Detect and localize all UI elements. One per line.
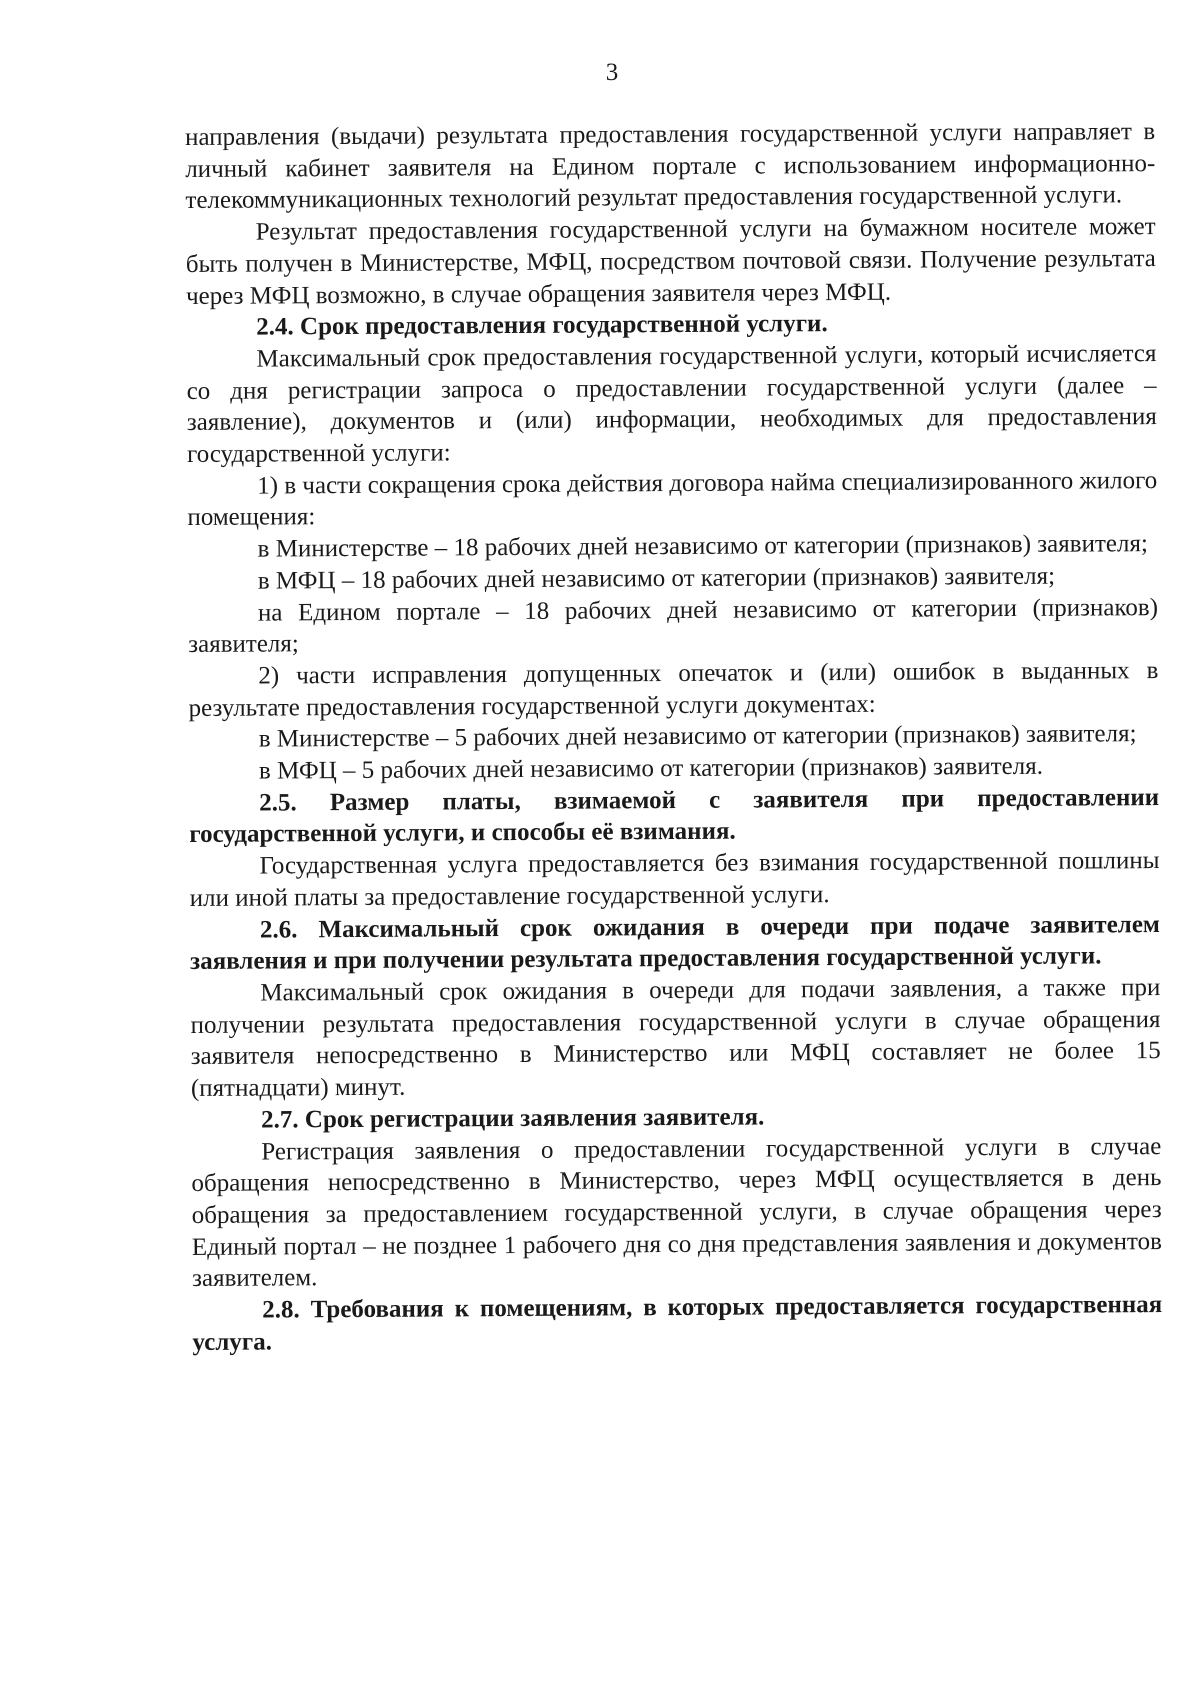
- paragraph-queue-time: Максимальный срок ожидания в очереди для подачи заявления, а также при получении результата предоставления государственной услуги в случае обращения заявителя непосредственно в Министерство или МФЦ составляет не более 15 (пятнадцати) минут.: [190, 974, 1161, 1103]
- page-number: 3: [605, 59, 619, 86]
- paragraph-max-term: Максимальный срок предоставления государственной услуги, который исчисляется со дня регистрации запроса о предоставлении государственной услуги (далее – заявление), документов и (или) информации, необходимых для предоставления государственной услуги:: [186, 339, 1157, 469]
- paragraph-mfc-18: в МФЦ – 18 рабочих дней независимо от категории (признаков) заявителя;: [257, 562, 1056, 595]
- section-heading-2-4: 2.4. Срок предоставления государственной услуги.: [256, 310, 828, 341]
- section-heading-2-8: 2.8. Требования к помещениям, в которых предоставляется государственная услуга.: [192, 1291, 1163, 1356]
- section-heading-2-7: 2.7. Срок регистрации заявления заявителя.: [261, 1103, 765, 1134]
- paragraph-continuation: направления (выдачи) результата предоставления государственной услуги направляет в личный кабинет заявителя на Едином портале с использованием информационно-телекоммуникационных технологий результат предоставления государственной услуги.: [185, 118, 1156, 215]
- paragraph-ministry-18: в Министерстве – 18 рабочих дней независимо от категории (признаков) заявителя;: [257, 530, 1148, 563]
- section-heading-2-6: 2.6. Максимальный срок ожидания в очереди при подаче заявителем заявления и при получении результата предоставления государственной услуги.: [190, 910, 1161, 976]
- list-item-1: 1) в части сокращения срока действия договора найма специализированного жилого помещения:: [187, 466, 1158, 532]
- paragraph-portal-18: на Едином портале – 18 рабочих дней независимо от категории (признаков) заявителя;: [188, 593, 1159, 659]
- list-item-2: 2) части исправления допущенных опечаток и (или) ошибок в выданных в результате предоставления государственной услуги документах:: [188, 657, 1159, 722]
- document-body: [185, 116, 1163, 1358]
- section-heading-2-5: 2.5. Размер платы, взимаемой с заявителя при предоставлении государственной услуги, и способы её взимания.: [189, 783, 1160, 849]
- paragraph-ministry-5: в Министерстве – 5 рабочих дней независимо от категории (признаков) заявителя;: [258, 720, 1137, 753]
- paragraph-paper-result: Результат предоставления государственной услуги на бумажном носителе может быть получен в Министерстве, МФЦ, посредством почтовой связи. Получение результата через МФЦ возможно, в случае обращения заявителя через МФЦ.: [185, 213, 1156, 310]
- paragraph-registration: Регистрация заявления о предоставлении государственной услуги в случае обращения непосредственно в Министерство, через МФЦ осуществляется в день обращения за предоставлением государственной услуги, в случае обращения через Единый портал – не позднее 1 рабочего дня со дня представления заявления и документов заявителем.: [191, 1132, 1162, 1293]
- paragraph-no-fee: Государственная услуга предоставляется без взимания государственной пошлины или иной платы за предоставление государственной услуги.: [189, 847, 1160, 912]
- paragraph-mfc-5: в МФЦ – 5 рабочих дней независимо от категории (признаков) заявителя.: [258, 752, 1044, 785]
